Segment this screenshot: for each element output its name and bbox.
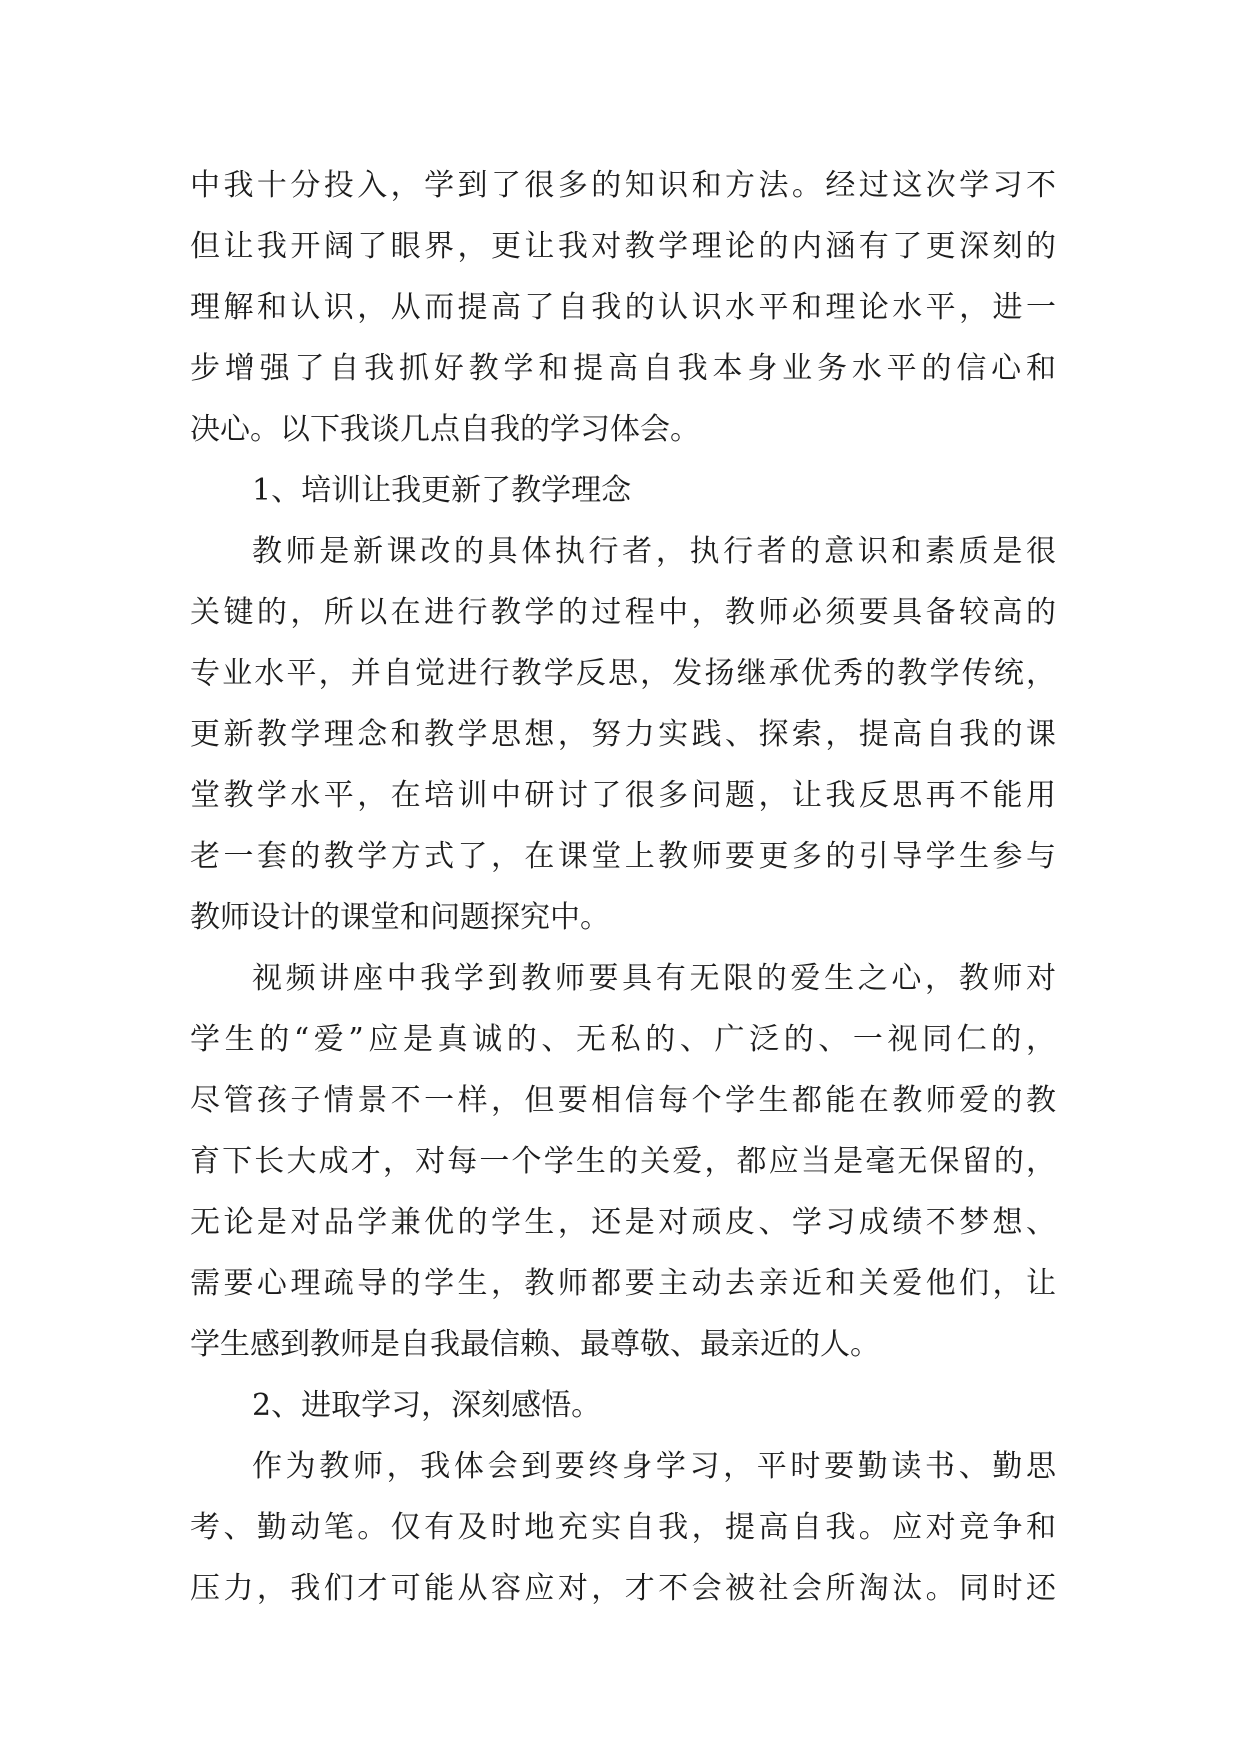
paragraph-line: 堂教学水平，在培训中研讨了很多问题，让我反思再不能用 — [190, 778, 1056, 813]
section-heading: 1、培训让我更新了教学理念 — [252, 473, 632, 508]
paragraph-line: 教师设计的课堂和问题探究中。 — [190, 900, 610, 935]
paragraph-line: 决心。以下我谈几点自我的学习体会。 — [190, 412, 700, 447]
paragraph-line: 考、勤动笔。仅有及时地充实自我，提高自我。应对竞争和 — [190, 1510, 1056, 1545]
paragraph-line: 学生感到教师是自我最信赖、最尊敬、最亲近的人。 — [190, 1327, 880, 1362]
body-text — [190, 155, 1056, 1619]
paragraph-line: 步增强了自我抓好教学和提高自我本身业务水平的信心和 — [190, 351, 1056, 386]
paragraph-line: 压力，我们才可能从容应对，才不会被社会所淘汰。同时还 — [190, 1571, 1056, 1606]
paragraph-line: 老一套的教学方式了，在课堂上教师要更多的引导学生参与 — [190, 839, 1056, 874]
paragraph-line: 尽管孩子情景不一样，但要相信每个学生都能在教师爱的教 — [190, 1083, 1056, 1118]
paragraph-line: 需要心理疏导的学生，教师都要主动去亲近和关爱他们，让 — [190, 1266, 1056, 1301]
paragraph-line: 学生的“爱”应是真诚的、无私的、广泛的、一视同仁的， — [190, 1022, 1056, 1057]
paragraph-line: 教师是新课改的具体执行者，执行者的意识和素质是很 — [252, 534, 1056, 569]
paragraph-line: 视频讲座中我学到教师要具有无限的爱生之心，教师对 — [252, 961, 1056, 996]
paragraph-line: 但让我开阔了眼界，更让我对教学理论的内涵有了更深刻的 — [190, 229, 1056, 264]
paragraph-line: 更新教学理念和教学思想，努力实践、探索，提高自我的课 — [190, 717, 1056, 752]
section-heading: 2、进取学习，深刻感悟。 — [252, 1388, 602, 1423]
paragraph-line: 中我十分投入，学到了很多的知识和方法。经过这次学习不 — [190, 168, 1056, 203]
paragraph-line: 关键的，所以在进行教学的过程中，教师必须要具备较高的 — [190, 595, 1056, 630]
paragraph-line: 专业水平，并自觉进行教学反思，发扬继承优秀的教学传统， — [190, 656, 1056, 691]
paragraph-line: 无论是对品学兼优的学生，还是对顽皮、学习成绩不梦想、 — [190, 1205, 1056, 1240]
paragraph-line: 作为教师，我体会到要终身学习，平时要勤读书、勤思 — [252, 1449, 1056, 1484]
paragraph-line: 育下长大成才，对每一个学生的关爱，都应当是毫无保留的， — [190, 1144, 1056, 1179]
paragraph-line: 理解和认识，从而提高了自我的认识水平和理论水平，进一 — [190, 290, 1056, 325]
